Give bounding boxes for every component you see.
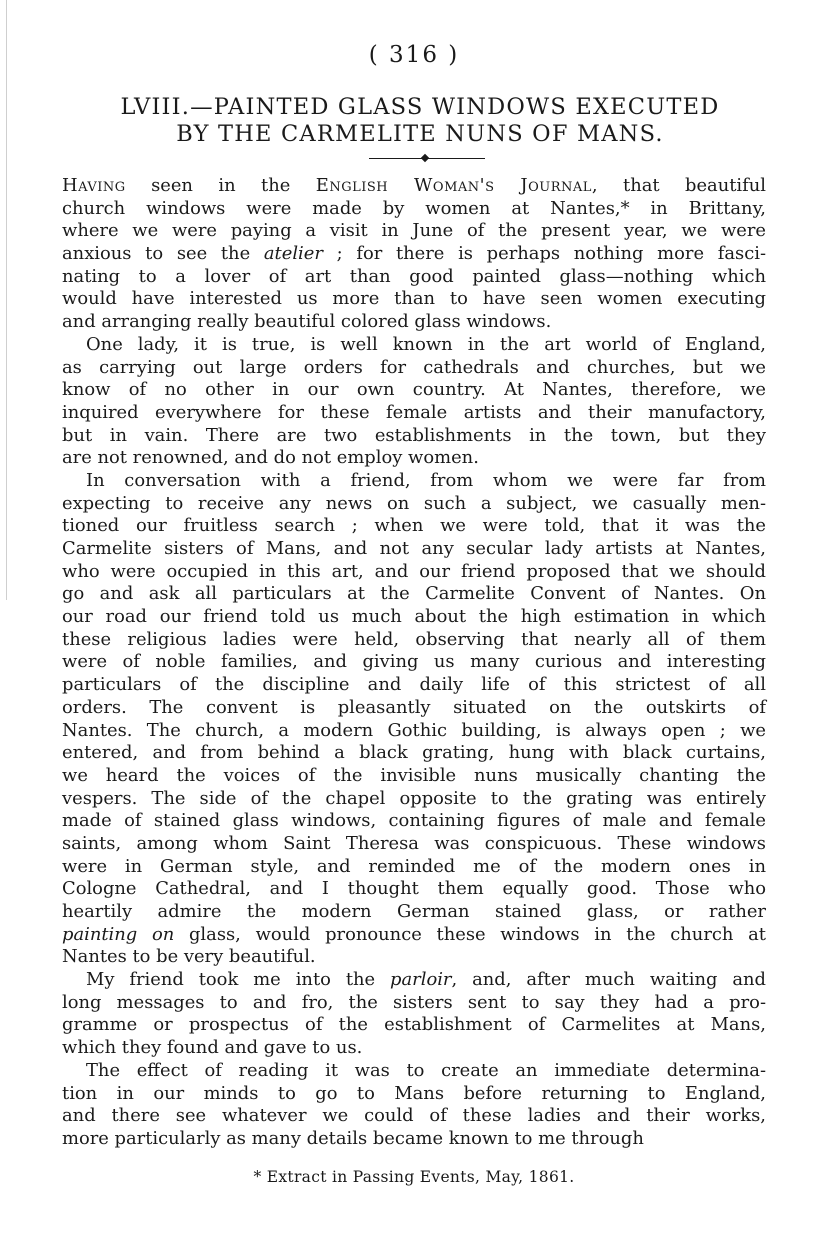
body-line: as carrying out large orders for cathedrals and churches, but we xyxy=(62,356,766,378)
body-line: and there see whatever we could of these ladies and their works, xyxy=(62,1105,766,1127)
body-line: Having seen in the English Woman's Journal, that beautiful xyxy=(62,175,767,196)
body-line: saints, among whom Saint Theresa was conspicuous. These windows xyxy=(62,832,766,854)
body-line: nating to a lover of art than good painted glass—nothing which xyxy=(62,265,766,287)
body-line: we heard the voices of the invisible nuns musically chanting the xyxy=(62,764,766,786)
body-line: Cologne Cathedral, and I thought them equally good. Those who xyxy=(62,878,766,900)
article-title xyxy=(40,94,800,148)
page-number: ( 316 ) xyxy=(368,42,460,68)
body-line: church windows were made by women at Nantes,* in Brittany, xyxy=(62,197,766,219)
body-line: where we were paying a visit in June of the present year, we were xyxy=(62,220,766,242)
journal-name: English Woman's Journal xyxy=(315,175,592,196)
body-line: My friend took me into the parloir, and, after much waiting and xyxy=(86,969,766,991)
body-line: orders. The convent is pleasantly situated on the outskirts of xyxy=(62,696,766,718)
body-line: are not renowned, and do not employ women. xyxy=(62,447,479,469)
body-line: made of stained glass windows, containing figures of male and female xyxy=(62,810,766,832)
body-line: Nantes to be very beautiful. xyxy=(62,946,316,968)
body-line: our road our friend told us much about the high estimation in which xyxy=(62,606,766,628)
body-line: would have interested us more than to have seen women executing xyxy=(62,288,766,310)
body-line: were in German style, and reminded me of the modern ones in xyxy=(62,855,766,877)
body-line: gramme or prospectus of the establishment of Carmelites at Mans, xyxy=(62,1014,766,1036)
footnote: * Extract in Passing Events, May, 1861. xyxy=(253,1168,575,1186)
body-line: vespers. The side of the chapel opposite to the grating was entirely xyxy=(62,787,766,809)
body-lines xyxy=(62,198,766,1151)
body-line: but in vain. There are two establishments in the town, but they xyxy=(62,424,766,446)
body-line: more particularly as many details became known to me through xyxy=(62,1127,644,1149)
page-edge-rule xyxy=(6,0,7,600)
body-line: entered, and from behind a black grating, hung with black curtains, xyxy=(62,742,766,764)
body-line: tion in our minds to go to Mans before returning to England, xyxy=(62,1082,766,1104)
body-line: tioned our fruitless search ; when we were told, that it was the xyxy=(62,515,766,537)
body-line: The effect of reading it was to create an immediate determina- xyxy=(86,1059,766,1081)
body-line: painting on glass, would pronounce these windows in the church at xyxy=(62,923,766,945)
body-line: Nantes. The church, a modern Gothic building, is always open ; we xyxy=(62,719,766,741)
article-title-line-1: LVIII.—PAINTED GLASS WINDOWS EXECUTED xyxy=(120,94,720,120)
body-line: In conversation with a friend, from whom we were far from xyxy=(86,469,766,491)
body-line: and arranging really beautiful colored glass windows. xyxy=(62,311,552,333)
divider-ornament-icon xyxy=(421,154,429,162)
article-title-line-2: BY THE CARMELITE NUNS OF MANS. xyxy=(176,121,664,147)
body-line: anxious to see the atelier ; for there is perhaps nothing more fasci- xyxy=(62,243,767,265)
body-line: heartily admire the modern German stained glass, or rather xyxy=(62,901,766,922)
body-line: One lady, it is true, is well known in the art world of England, xyxy=(86,333,766,355)
body-line: particulars of the discipline and daily life of this strictest of all xyxy=(62,674,766,696)
body-line: inquired everywhere for these female artists and their manufactory, xyxy=(62,401,766,423)
body-line: were of noble families, and giving us many curious and interesting xyxy=(62,651,766,673)
body-line: which they found and gave to us. xyxy=(62,1037,363,1059)
body-line: Carmelite sisters of Mans, and not any secular lady artists at Nantes, xyxy=(62,538,766,559)
body-line: these religious ladies were held, observing that nearly all of them xyxy=(62,628,766,650)
opening-word: Having xyxy=(62,175,126,196)
body-line: know of no other in our own country. At Nantes, therefore, we xyxy=(62,379,766,401)
body-line: who were occupied in this art, and our friend proposed that we should xyxy=(62,560,766,582)
body-line: long messages to and fro, the sisters sent to say they had a pro- xyxy=(62,991,766,1013)
article-body xyxy=(62,175,766,1151)
body-line: go and ask all particulars at the Carmelite Convent of Nantes. On xyxy=(62,583,766,605)
body-line: expecting to receive any news on such a subject, we casually men- xyxy=(62,492,766,514)
